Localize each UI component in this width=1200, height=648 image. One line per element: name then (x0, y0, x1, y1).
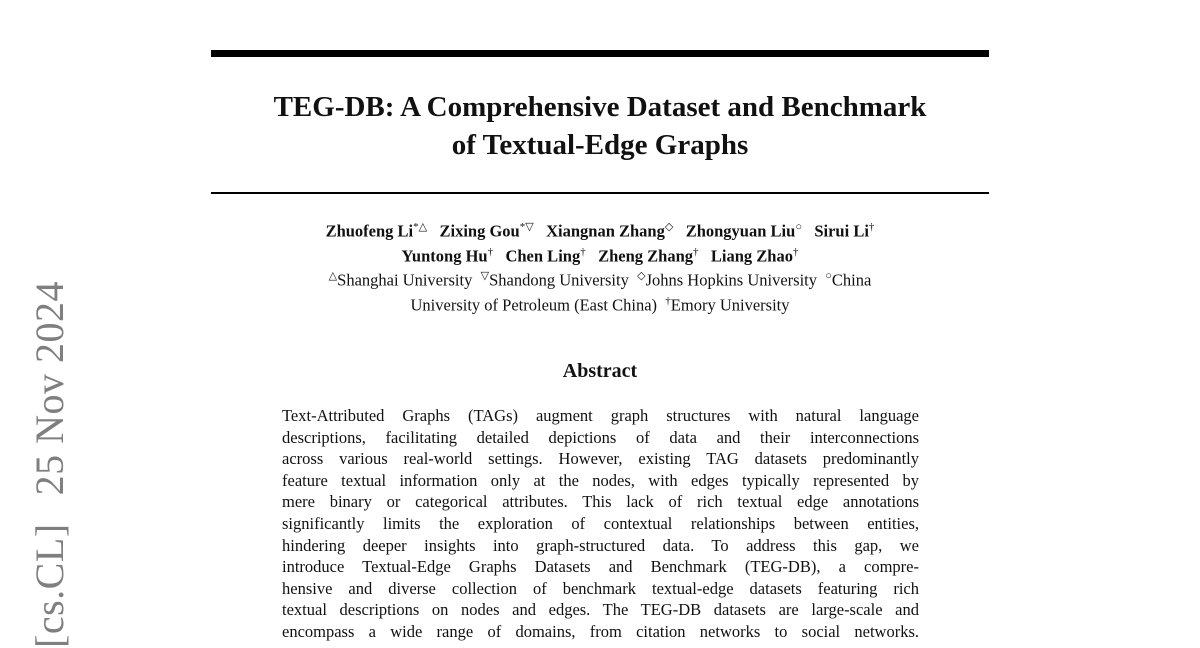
title-top-rule (211, 50, 989, 57)
author-block (211, 217, 989, 315)
author-name: Chen Ling (505, 246, 581, 265)
abstract-heading: Abstract (562, 360, 638, 382)
author-name: Zixing Gou (439, 221, 520, 241)
author-name: Yuntong Hu (401, 246, 488, 265)
author-marks: † (580, 245, 586, 258)
affiliation-mark: ○ (825, 270, 832, 282)
author-name: Zhuofeng Li (325, 221, 414, 241)
abstract-line: feature textual information only at the nodes, with edges typically represented by (282, 470, 919, 490)
arxiv-identifier-stamp (27, 0, 72, 648)
abstract-line: significantly limits the exploration of contextual relationships between entities, (282, 513, 919, 533)
author-line-1 (211, 217, 989, 242)
affiliation-line-1 (211, 266, 989, 291)
abstract-line: introduce Textual-Edge Graphs Datasets and Benchmark (TEG-DB), a compre- (282, 557, 919, 577)
author-name: Xiangnan Zhang (546, 221, 665, 241)
abstract-line: textual descriptions on nodes and edges. The TEG-DB datasets are large-scale and (282, 600, 919, 620)
title-line-2: of Textual-Edge Graphs (451, 129, 749, 161)
abstract-body (282, 405, 919, 643)
affiliation-name: Johns Hopkins University (645, 270, 817, 290)
arxiv-date: 25 Nov 2024 (27, 281, 72, 496)
abstract-line: mere binary or categorical attributes. This lack of rich textual edge annotations (282, 492, 919, 512)
author-name: Zheng Zhang (598, 246, 693, 265)
affiliation-line-2 (211, 291, 989, 316)
author-name: Zhongyuan Liu (685, 221, 796, 241)
author-name: Liang Zhao (710, 246, 793, 265)
abstract-line: hindering deeper insights into graph-structured data. To address this gap, we (282, 535, 919, 555)
arxiv-category: [cs.CL] (27, 523, 72, 648)
author-line-2 (211, 242, 989, 267)
author-marks: *△ (413, 221, 428, 233)
author-marks: *▽ (519, 221, 534, 233)
author-marks: ○ (795, 221, 802, 233)
abstract-line: descriptions, facilitating detailed depictions of data and their interconnections (282, 427, 919, 447)
author-marks: † (792, 245, 799, 258)
affiliation-name: Emory University (670, 295, 790, 314)
abstract-line: encompass a wide range of domains, from citation networks to social networks. (282, 621, 919, 641)
title-line-1: TEG-DB: A Comprehensive Dataset and Benchmark (273, 91, 927, 123)
author-name: Sirui Li (814, 221, 869, 241)
paper-title (211, 88, 989, 164)
author-marks: † (487, 245, 494, 258)
title-bottom-rule (211, 192, 989, 194)
affiliation-name: China (831, 270, 872, 290)
affiliation-mark: ◇ (637, 270, 646, 282)
author-marks: ◇ (664, 221, 674, 233)
affiliation-mark: ▽ (480, 270, 490, 282)
author-marks: † (868, 221, 875, 233)
author-marks: † (693, 245, 699, 258)
affiliation-name: Shanghai University (337, 270, 473, 290)
abstract-line: hensive and diverse collection of benchmark textual-edge datasets featuring rich (282, 578, 919, 598)
affiliation-mark: △ (328, 270, 338, 282)
affiliation-name: Shandong University (489, 270, 629, 290)
abstract-line: across various real-world settings. However, existing TAG datasets predominantly (282, 449, 919, 469)
affiliation-name: University of Petroleum (East China) (410, 295, 658, 314)
affiliation-mark: † (665, 294, 671, 307)
abstract-line: Text-Attributed Graphs (TAGs) augment graph structures with natural language (282, 406, 919, 425)
